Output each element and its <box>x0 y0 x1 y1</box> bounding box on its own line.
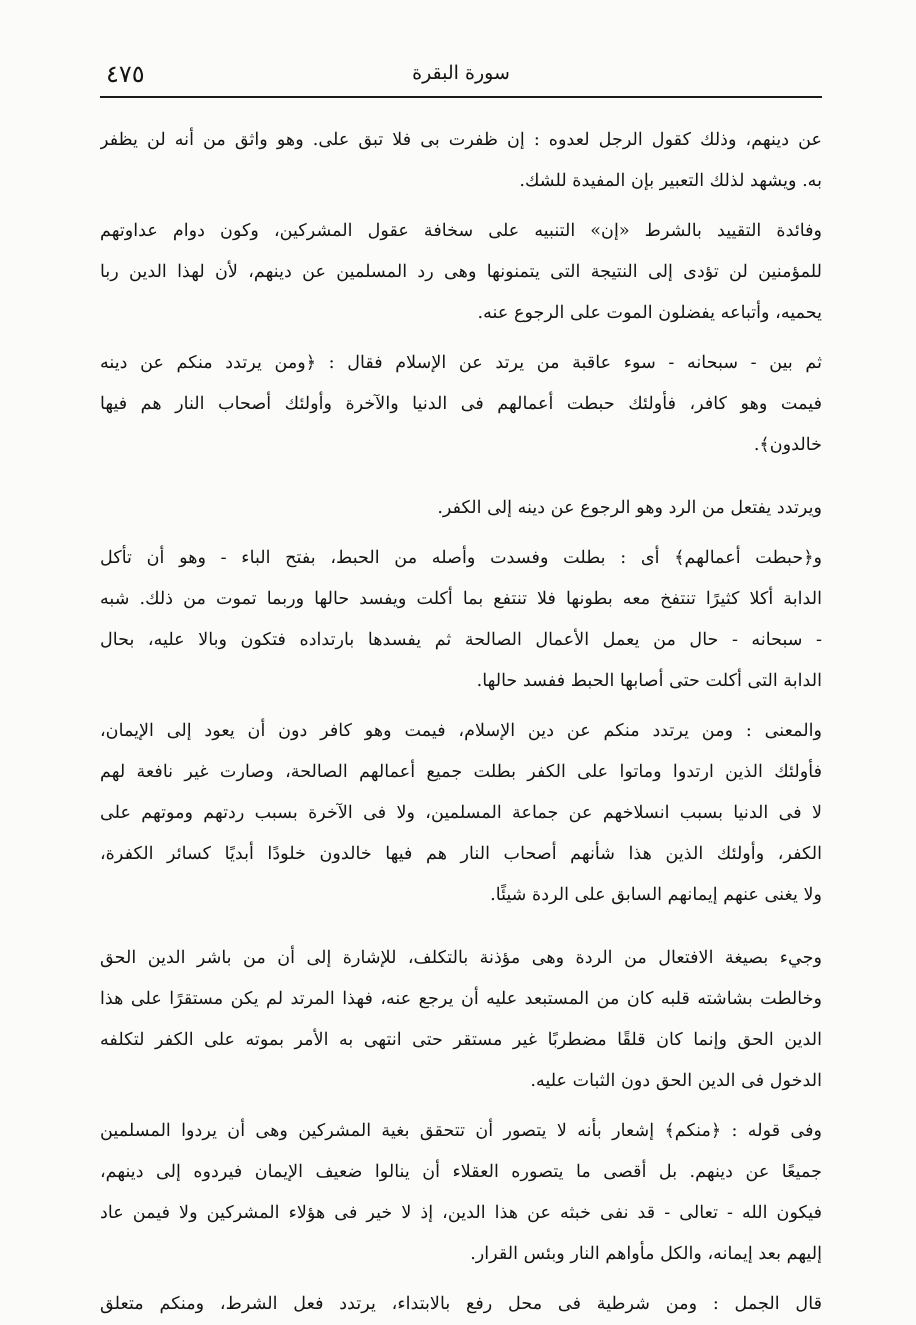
surah-title: سورة البقرة <box>412 62 510 84</box>
text-line: و﴿حبطت أعمالهم﴾ أى : بطلت وفسدت وأصله من الحبط، بفتح الباء - وهو أن تأكل <box>100 548 822 568</box>
text-line: لا فى الدنيا بسبب انسلاخهم عن جماعة المسلمين، ولا فى الآخرة بسبب ردتهم وموتهم على <box>100 803 822 823</box>
text-line: للمؤمنين لن تؤدى إلى النتيجة التى يتمنونها وهى رد المسلمين عن دينهم، لأن لهذا الدين ربا <box>100 262 822 282</box>
text-line: والمعنى : ومن يرتدد منكم عن دين الإسلام، فيمت وهو كافر دون أن يعود إلى الإيمان، <box>100 721 822 741</box>
text-line: يحميه، وأتباعه يفضلون الموت على الرجوع عنه. <box>477 303 822 323</box>
paragraph <box>100 711 822 916</box>
text-line: وجيء بصيغة الافتعال من الردة وهى مؤذنة بالتكلف، للإشارة إلى أن من باشر الدين الحق <box>100 948 822 968</box>
page-header <box>100 56 822 98</box>
text-line: وفائدة التقييد بالشرط «إن» التنبيه على سخافة عقول المشركين، وكون دوام عداوتهم <box>100 221 822 241</box>
text-line: ثم بين - سبحانه - سوء عاقبة من يرتد عن الإسلام فقال : ﴿ومن يرتدد منكم عن دينه <box>100 353 822 373</box>
text-line: الكفر، وأولئك الذين هذا شأنهم أصحاب النار هم فيها خالدون خلودًا أبديًا كسائر الكفرة، <box>100 844 822 864</box>
text-line: عن دينهم، وذلك كقول الرجل لعدوه : إن ظفرت بى فلا تبق على. وهو واثق من أنه لن يظفر <box>100 130 822 150</box>
paragraph <box>100 120 822 202</box>
text-line: ويرتدد يفتعل من الرد وهو الرجوع عن دينه إلى الكفر. <box>437 498 822 518</box>
text-line: وخالطت بشاشته قلبه كان من المستبعد عليه أن يرجع عنه، فهذا المرتد لم يكن مستقرًا على هذا <box>100 989 822 1009</box>
text-line: الدخول فى الدين الحق دون الثبات عليه. <box>530 1071 822 1091</box>
text-line: جميعًا عن دينهم. بل أقصى ما يتصوره العقلاء أن ينالوا ضعيف الإيمان فيردوه إلى دينهم، <box>100 1162 822 1182</box>
page-body <box>100 120 822 1325</box>
text-line: فيمت وهو كافر، فأولئك حبطت أعمالهم فى الدنيا والآخرة وأولئك أصحاب النار هم فيها <box>100 394 822 414</box>
page-number: ٤٧٥ <box>106 60 145 88</box>
text-line: وفى قوله : ﴿منكم﴾ إشعار بأنه لا يتصور أن تتحقق بغية المشركين وهى أن يردوا المسلمين <box>100 1121 822 1141</box>
text-line: قال الجمل : ومن شرطية فى محل رفع بالابتداء، يرتدد فعل الشرط، ومنكم متعلق <box>100 1294 822 1314</box>
paragraph <box>100 488 822 529</box>
text-line: الدابة أكلا كثيرًا تنتفخ معه بطونها فلا تنتفع بما أكلت ويفسد حالها وربما تموت من ذلك. شبه <box>100 589 822 609</box>
text-line: به. ويشهد لذلك التعبير بإن المفيدة للشك. <box>519 171 822 191</box>
text-line: الدين الحق وإنما كان قلقًا مضطربًا غير مستقر حتى انتهى به الأمر بموته على الكفر لتكلفه <box>100 1030 822 1050</box>
text-line: ولا يغنى عنهم إيمانهم السابق على الردة شيئًا. <box>490 885 822 905</box>
text-line: الدابة التى أكلت حتى أصابها الحبط ففسد حالها. <box>476 671 822 691</box>
paragraph <box>100 1284 822 1325</box>
text-line: - سبحانه - حال من يعمل الأعمال الصالحة ثم يفسدها بارتداده فتكون وبالا عليه، بحال <box>100 630 822 650</box>
paragraph <box>100 538 822 702</box>
paragraph <box>100 1111 822 1275</box>
paragraph <box>100 343 822 466</box>
paragraph <box>100 211 822 334</box>
paragraph <box>100 938 822 1102</box>
text-line: خالدون﴾. <box>753 435 822 455</box>
text-line: فأولئك الذين ارتدوا وماتوا على الكفر بطلت جميع أعمالهم الصالحة، وصارت غير نافعة لهم <box>100 762 822 782</box>
text-line: فيكون الله - تعالى - قد نفى خبثه عن هذا الدين، إذ لا خير فى هؤلاء المشركين ولا فيمن عاد <box>100 1203 822 1223</box>
text-line: إليهم بعد إيمانه، والكل مأواهم النار وبئس القرار. <box>470 1244 822 1264</box>
